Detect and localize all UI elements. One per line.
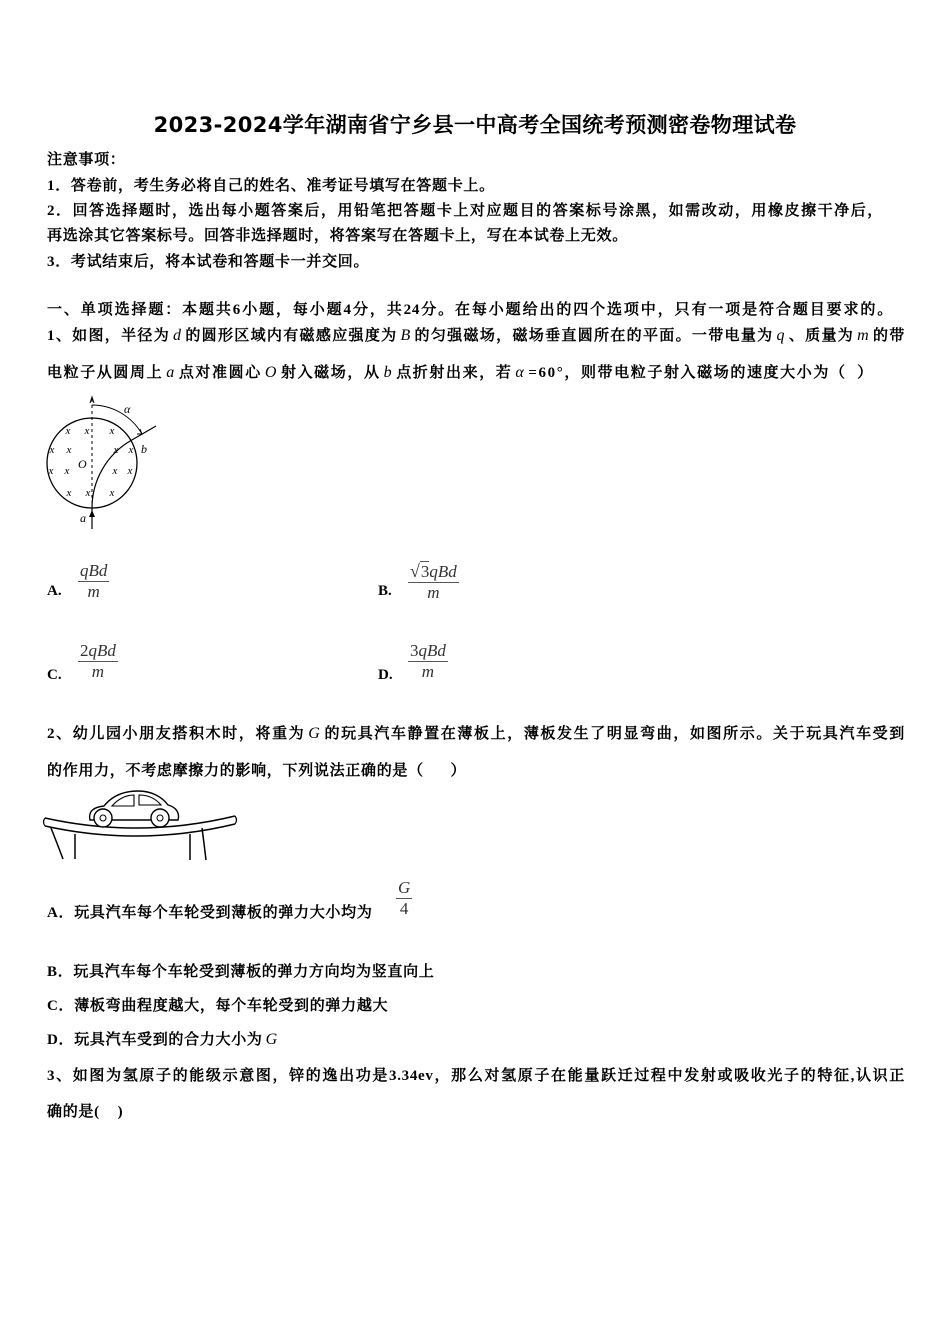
text-run: 射入磁场，从	[280, 365, 381, 381]
q2-stem-line-1	[47, 723, 905, 745]
numerator-coefficient: 3	[410, 641, 419, 660]
text-run: 点对准圆心	[178, 365, 262, 381]
q2-option-a: A．玩具汽车每个车轮受到薄板的弹力大小均为	[47, 905, 373, 921]
q1-option-b-fraction	[408, 561, 459, 603]
q2-option-b: B．玩具汽车每个车轮受到薄板的弹力方向均为竖直向上	[47, 964, 435, 980]
q2-option-d	[47, 1029, 281, 1051]
q2-stem-line-2: 的作用力，不考虑摩擦力的影响，下列说法正确的是（ ）	[47, 763, 467, 779]
notice-heading: 注意事项：	[47, 152, 126, 168]
fraction-denominator: m	[421, 662, 435, 681]
text-run: 的玩具汽车静置在薄板上，薄板发生了明显弯曲，如图所示。关于玩具汽车受到	[323, 726, 905, 742]
field-mark: x	[112, 465, 118, 477]
exit-point-label: b	[141, 442, 147, 456]
board-bottom-edge	[45, 824, 235, 836]
field-mark: x	[66, 444, 72, 456]
particle-trajectory	[92, 426, 156, 508]
fraction-numerator	[408, 561, 459, 582]
board-right-cap	[235, 816, 237, 824]
text-run: D．玩具汽车受到的合力大小为	[47, 1032, 263, 1048]
notice-item-1: 1．答卷前，考生务必将自己的姓名、准考证号填写在答题卡上。	[47, 178, 495, 194]
variable-g: G	[265, 1031, 278, 1048]
variable-a: a	[166, 364, 176, 381]
numerator-variables: qBd	[88, 641, 116, 660]
numerator-variables: qBd	[418, 641, 446, 660]
variable-d: d	[173, 327, 182, 344]
variable-o: O	[264, 364, 278, 381]
radical-sign: √	[410, 561, 420, 581]
q1-option-c-label: C.	[47, 667, 62, 683]
field-mark: x	[85, 487, 91, 499]
q2-toy-car-figure	[42, 787, 242, 865]
q2-option-a-fraction	[396, 878, 412, 919]
field-mark: x	[113, 444, 119, 456]
fraction-denominator: m	[87, 582, 100, 601]
right-support-outer	[202, 828, 206, 860]
car-front-wheel	[94, 809, 112, 827]
section-heading-single-choice: 一、单项选择题：本题共6小题，每小题4分，共24分。在每小题给出的四个选项中，只有一项是符合题目要求的。	[47, 302, 893, 318]
q1-magnetic-field-figure	[40, 393, 165, 533]
variable-alpha: α	[515, 364, 526, 381]
variable-q: q	[776, 327, 786, 344]
q1-option-d-label: D.	[378, 667, 393, 683]
notice-item-2-continued: 再选涂其它答案标号。回答非选择题时，将答案写在答题卡上，写在本试卷上无效。	[47, 228, 628, 244]
field-mark: x	[127, 465, 133, 477]
text-run: =60°，则带电粒子射入磁场的速度大小为（ ）	[528, 365, 874, 381]
field-mark: x	[128, 444, 134, 456]
variable-b: b	[383, 364, 394, 381]
entry-arrow-icon	[89, 510, 95, 517]
field-mark: x	[49, 444, 55, 456]
field-mark: x	[48, 465, 54, 477]
q3-stem-line-2: 确的是( )	[47, 1104, 124, 1120]
text-run: 点折射出来，若	[396, 365, 513, 381]
text-run: 的带	[872, 328, 905, 344]
variable-m: m	[857, 327, 870, 344]
fraction-numerator: G	[398, 878, 411, 897]
field-mark: x	[84, 425, 90, 437]
left-support-outer	[51, 828, 63, 859]
notice-item-3: 3．考试结束后，将本试卷和答题卡一并交回。	[47, 254, 370, 270]
q1-option-d-fraction	[408, 641, 448, 682]
angle-label: α	[124, 402, 131, 416]
numerator-coefficient: 2	[80, 641, 89, 660]
fraction-numerator	[408, 641, 448, 661]
text-run: 的匀强磁场，磁场垂直圆所在的平面。一带电量为	[413, 328, 774, 344]
field-mark: x	[109, 425, 115, 437]
q1-option-a-label: A.	[47, 583, 62, 599]
q1-option-a-fraction	[78, 561, 109, 602]
text-run: 1、如图，半径为	[47, 328, 171, 344]
car-rear-wheel	[151, 809, 169, 827]
q2-option-c: C．薄板弯曲程度越大，每个车轮受到的弹力越大	[47, 998, 389, 1014]
fraction-numerator: qBd	[80, 561, 108, 580]
field-mark: x	[65, 425, 71, 437]
board-left-cap	[44, 818, 46, 826]
text-run: 的圆形区域内有磁感应强度为	[184, 328, 398, 344]
field-marks	[48, 425, 134, 499]
notice-item-2: 2．回答选择题时，选出每小题答案后，用铅笔把答题卡上对应题目的答案标号涂黑，如需改动，用橡皮擦干净后，	[47, 203, 883, 219]
text-run: 电粒子从圆周上	[47, 365, 164, 381]
fraction-denominator: 4	[399, 899, 409, 918]
radicand: 3	[420, 562, 430, 581]
text-run: 2、幼儿园小朋友搭积木时，将重为	[47, 726, 306, 742]
angle-arc	[92, 405, 142, 434]
entry-point-label: a	[80, 511, 86, 525]
center-label: O	[78, 457, 87, 471]
q1-option-b-label: B.	[378, 583, 392, 599]
text-run: 、质量为	[788, 328, 855, 344]
fraction-denominator: m	[427, 583, 440, 602]
field-mark: x	[66, 487, 72, 499]
variable-b-field: B	[400, 327, 411, 344]
q1-stem-line-1	[47, 325, 905, 347]
page-title: 2023-2024学年湖南省宁乡县一中高考全国统考预测密卷物理试卷	[153, 113, 797, 137]
fraction-numerator	[78, 641, 118, 661]
field-mark: x	[109, 487, 115, 499]
fraction-denominator: m	[91, 662, 105, 681]
q1-option-c-fraction	[78, 641, 118, 682]
q1-stem-line-2	[47, 362, 874, 384]
numerator-variables: qBd	[429, 562, 457, 581]
field-mark: x	[64, 465, 70, 477]
q3-stem-line-1: 3、如图为氢原子的能级示意图，锌的逸出功是3.34ev，那么对氢原子在能量跃迁过程中发射或吸收光子的特征,认识正	[47, 1068, 905, 1084]
variable-g: G	[308, 725, 321, 742]
